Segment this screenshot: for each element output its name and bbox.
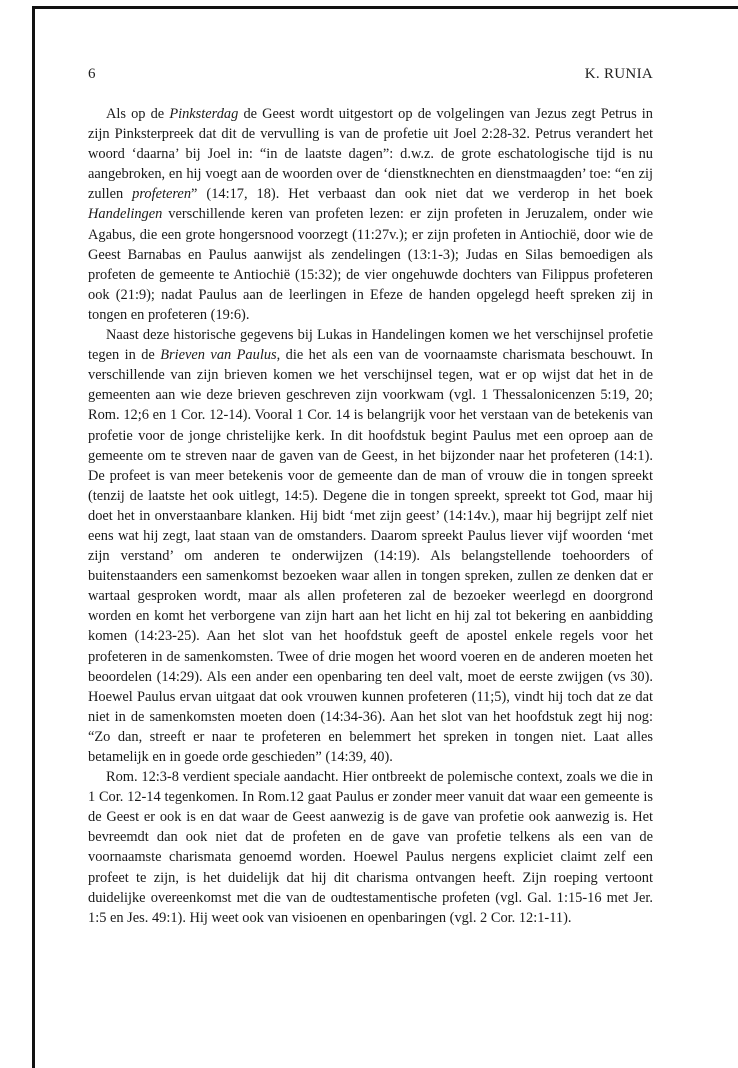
text-segment: verschillende keren van profeten lezen: er zijn profeten in Jeruzalem, onder wie Agabus, die een grote hongersnood voorzegt (11:27v.); er zijn profeten in Antiochië, door wie de Geest Barnabas en Paulus aanwijst als zendelingen (13:1-3); Judas en Silas bemoedigen als profeten de gemeente te Antiochië (15:32); de vier ongehuwde dochters van Filippus profeteren ook (21:9); nadat Paulus aan de leerlingen in Efeze de handen opgelegd heeft spreken zij in tongen en profeteren (19:6). [88, 206, 653, 323]
text-segment: Rom. 12:3-8 verdient speciale aandacht. Hier ontbreekt de polemische context, zoals we die in 1 Cor. 12-14 tegenkomen. In Rom.12 gaat Paulus er zonder meer vanuit dat waar een gemeente is de Geest er ook is en dat waar de Geest aanwezig is de gave van profetie ook aanwezig is. Het bevreemdt dan ook niet dat de profeten en de gave van profetie telkens als een van de voornaamste charismata genoemd worden. Hoewel Paulus nergens expliciet claimt zelf een profeet te zijn, is het duidelijk dat hij dit charisma ontvangen heeft. Zijn roeping vertoont duidelijke overeenkomst met die van de oudtestamentische profeten (vgl. Gal. 1:15-16 met Jer. 1:5 en Jes. 49:1). Hij weet ook van visioenen en openbaringen (vgl. 2 Cor. 12:1-11). [88, 769, 653, 926]
text-segment: Naast deze historische gegevens bij Lukas in Handelingen komen we het verschijnsel profetie tegen in de [88, 327, 653, 364]
italic-term: Handelingen [88, 206, 163, 223]
page-number: 6 [88, 66, 96, 82]
italic-term: Pinksterdag [169, 106, 239, 122]
scan-frame-top-edge [32, 6, 738, 9]
text-segment: ” (14:17, 18). Het verbaast dan ook niet dat we verderop in het boek [191, 186, 653, 203]
text-segment: Als op de [106, 106, 170, 122]
italic-term: profeteren [132, 186, 192, 203]
running-head-author: K. RUNIA [584, 66, 653, 82]
page-header [88, 66, 653, 88]
scan-frame-left-edge [32, 6, 35, 1068]
paragraph-3 [88, 767, 653, 928]
italic-term: Brieven van Paulus [160, 347, 277, 364]
text-segment: , die het als een van de voornaamste charismata beschouwt. In verschillende van zijn brieven komen we het verschijnsel tegen, wat er op wijst dat het in de gemeenten aan wie deze brieven geschreven zijn voorkwam (vgl. 1 Thessalonicenzen 5:19, 20; Rom. 12;6 en 1 Cor. 12-14). Vooral 1 Cor. 14 is belangrijk voor het verstaan van de betekenis van profetie voor de jonge christelijke kerk. In dit hoofdstuk begint Paulus met een oproep aan de gemeente om te streven naar de gaven van de Geest, in het bijzonder naar het profeteren (14:1). De profeet is van meer betekenis voor de gemeente dan de man of vrouw die in tongen spreekt (tenzij de laatste het ook uitlegt, 14:5). Degene die in tongen spreekt, spreekt tot God, maar hij doet het in onverstaanbare klanken. Hij bidt ‘met zijn geest’ (14:14v.), maar hij begrijpt zelf niet eens wat hij zegt, laat staan van de omstanders. Daarom spreekt Paulus liever vijf woorden ‘met zijn verstand’ om anderen te onderwijzen (14:19). Als belangstellende toehoorders of buitenstaanders een samenkomst bezoeken waar allen in tongen spreken, zullen ze denken dat er wartaal gesproken wordt, maar als allen profeteren zal de bezoeker weerlegd en doorgrond worden en komt het verborgene van zijn hart aan het licht en hij zal tot bekering en aanbidding komen (14:23-25). Aan het slot van het hoofdstuk geeft de apostel enkele regels voor het profeteren in de samenkomsten. Twee of drie mogen het woord voeren en de anderen moeten het beoordelen (14:29). Als een ander een openbaring ten deel valt, moet de eerste zwijgen (vs 30). Hoewel Paulus ervan uitgaat dat ook vrouwen kunnen profeteren (11;5), vindt hij toch dat ze dat niet in de samenkomsten moeten doen (14:34-36). Aan het slot van het hoofdstuk zegt hij nog: “Zo dan, streeft er naar te profeteren en belemmert het spreken in tongen niet. Laat alles betamelijk en in goede orde geschieden” (14:39, 40). [88, 347, 654, 765]
body-text [88, 104, 653, 928]
paragraph-1 [88, 104, 653, 325]
paragraph-2 [88, 325, 653, 767]
text-segment: de Geest wordt uitgestort op de volgelingen van Jezus zegt Petrus in zijn Pinksterpreek dat dit de vervulling is van de profetie uit Joel 2:28-32. Petrus verandert het woord ‘daarna’ bij Joel in: “in de laatste dagen”: d.w.z. de grote eschatologische tijd is nu aangebroken, en hij voegt aan de woorden over de ‘dienstknechten en dienstmaagden’ toe: “en zij zullen [88, 106, 653, 203]
